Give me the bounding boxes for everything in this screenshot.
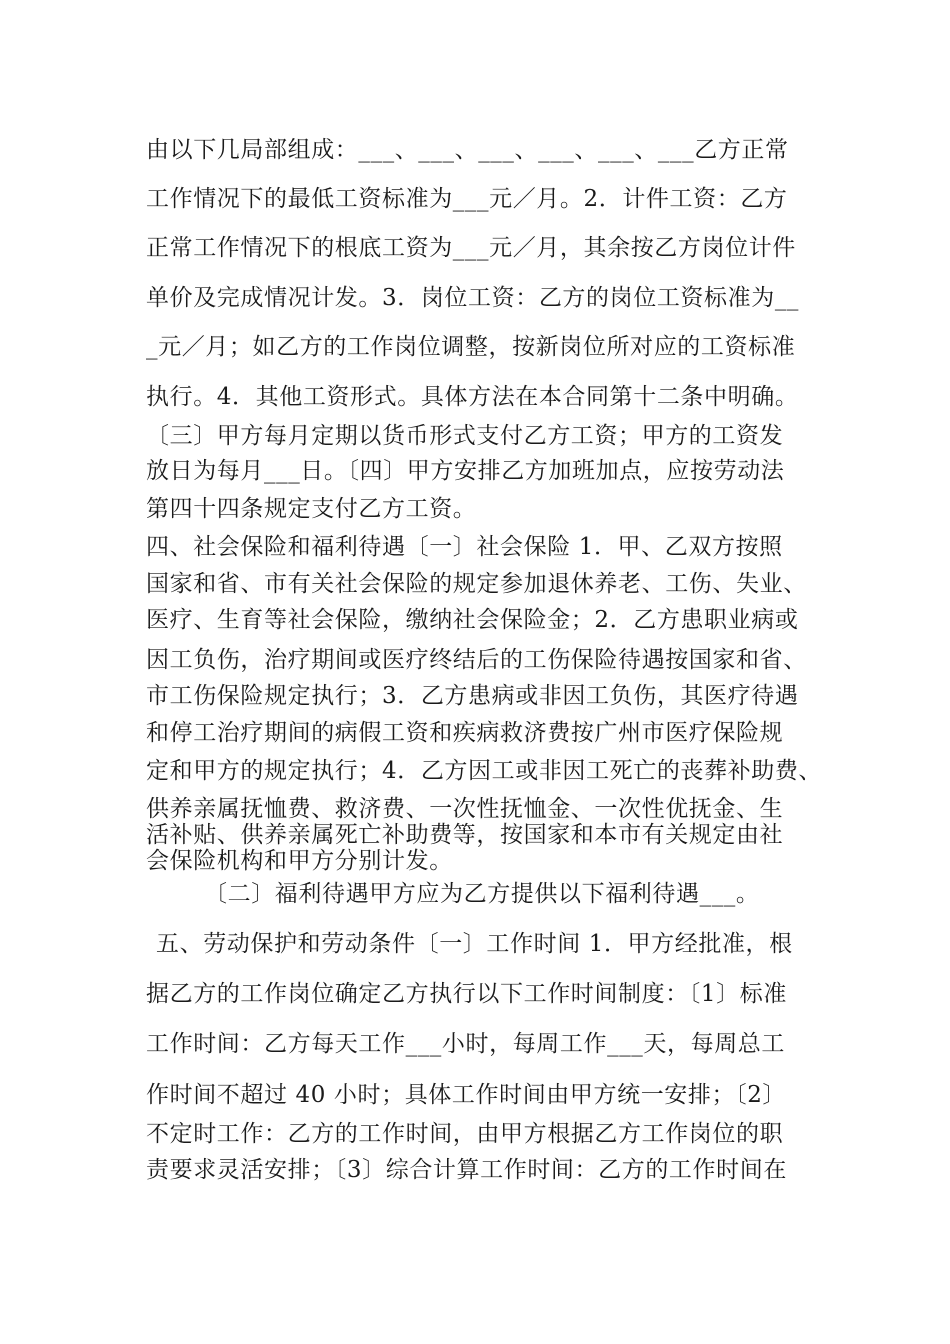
- text-line-12: 医疗、生育等社会保险，缴纳社会保险金；2．乙方患职业病或: [146, 607, 799, 633]
- text-line-18: 活补贴、供养亲属死亡补助费等，按国家和本市有关规定由社: [146, 822, 784, 848]
- text-line-21: 五、劳动保护和劳动条件〔一〕工作时间 1．甲方经批准，根: [156, 931, 793, 957]
- text-line-17: 供养亲属抚恤费、救济费、一次性抚恤金、一次性优抚金、生: [146, 796, 784, 822]
- text-line-8: 放日为每月___日。〔四〕甲方安排乙方加班加点，应按劳动法: [146, 458, 785, 484]
- text-line-9: 第四十四条规定支付乙方工资。: [146, 496, 477, 522]
- text-line-3: 正常工作情况下的根底工资为___元／月，其余按乙方岗位计件: [146, 235, 796, 261]
- text-line-20: 〔二〕福利待遇甲方应为乙方提供以下福利待遇___。: [204, 881, 760, 907]
- text-line-15: 和停工治疗期间的病假工资和疾病救济费按广州市医疗保险规: [146, 720, 784, 746]
- text-line-11: 国家和省、市有关社会保险的规定参加退休养老、工伤、失业、: [146, 571, 807, 597]
- text-line-16: 定和甲方的规定执行；4．乙方因工或非因工死亡的丧葬补助费、: [146, 758, 823, 784]
- text-line-25: 不定时工作：乙方的工作时间，由甲方根据乙方工作岗位的职: [146, 1121, 784, 1147]
- text-line-7: 〔三〕甲方每月定期以货币形式支付乙方工资；甲方的工资发: [146, 423, 784, 449]
- text-line-24: 作时间不超过 40 小时；具体工作时间由甲方统一安排；〔2〕: [146, 1082, 787, 1108]
- text-line-26: 责要求灵活安排；〔3〕综合计算工作时间：乙方的工作时间在: [146, 1157, 787, 1183]
- text-line-14: 市工伤保险规定执行；3．乙方患病或非因工负伤，其医疗待遇: [146, 683, 799, 709]
- text-line-2: 工作情况下的最低工资标准为___元／月。2．计件工资：乙方: [146, 186, 788, 212]
- text-line-5: _元／月；如乙方的工作岗位调整，按新岗位所对应的工资标准: [146, 334, 796, 360]
- text-line-13: 因工负伤，治疗期间或医疗终结后的工伤保险待遇按国家和省、: [146, 647, 807, 673]
- text-line-1: 由以下几局部组成：___、___、___、___、___、___乙方正常: [146, 137, 789, 163]
- text-line-10: 四、社会保险和福利待遇〔一〕社会保险 1．甲、乙双方按照: [146, 534, 783, 560]
- text-line-19: 会保险机构和甲方分别计发。: [146, 848, 453, 874]
- text-line-22: 据乙方的工作岗位确定乙方执行以下工作时间制度：〔1〕标准: [146, 981, 787, 1007]
- text-line-6: 执行。4．其他工资形式。具体方法在本合同第十二条中明确。: [146, 384, 799, 410]
- text-line-23: 工作时间：乙方每天工作___小时，每周工作___天，每周总工: [146, 1031, 785, 1057]
- text-line-4: 单价及完成情况计发。3．岗位工资：乙方的岗位工资标准为__: [146, 285, 800, 311]
